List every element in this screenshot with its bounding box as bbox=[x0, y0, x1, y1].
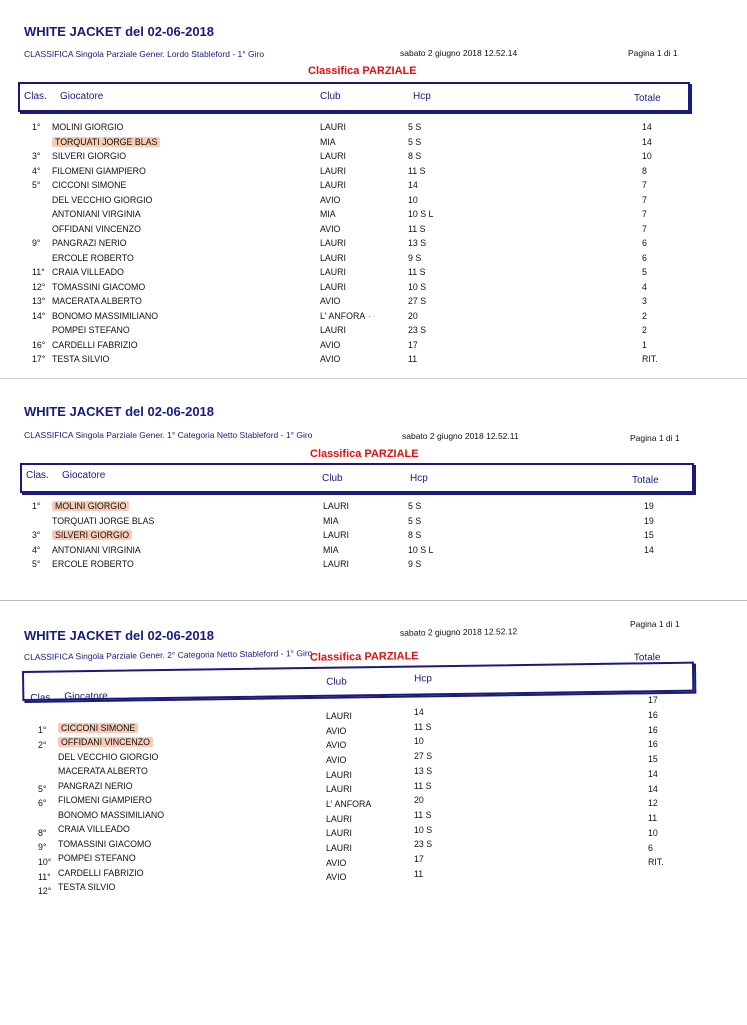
table-header bbox=[18, 82, 690, 112]
rank-position: 3° bbox=[32, 530, 41, 540]
player-name: ERCOLE ROBERTO bbox=[52, 252, 134, 263]
handicap: 5 S bbox=[408, 515, 422, 526]
rank-position: 5° bbox=[32, 559, 41, 569]
handicap-text: 10 S bbox=[414, 824, 433, 835]
rank-position: 4° bbox=[32, 544, 41, 555]
club-name: LAURI bbox=[320, 252, 346, 263]
total-points: 2 bbox=[642, 325, 647, 335]
club-name: LAURI bbox=[320, 325, 346, 335]
total-points: 7 bbox=[642, 180, 647, 190]
club-name: AVIO bbox=[320, 223, 341, 234]
club-name: AVIO bbox=[320, 296, 341, 306]
player-name: MOLINI GIORGIO bbox=[52, 122, 124, 132]
header-giocatore: Giocatore bbox=[60, 91, 104, 102]
table-row bbox=[0, 224, 747, 238]
table-row bbox=[0, 122, 747, 136]
sheet-title: WHITE JACKET del 02-06-2018 bbox=[24, 404, 215, 419]
total-points-text: 10 bbox=[648, 827, 658, 838]
scan-mark: - · bbox=[368, 312, 376, 321]
club-name: MIA bbox=[323, 515, 339, 526]
total-points-text: 12 bbox=[648, 798, 658, 809]
handicap: 13 S bbox=[408, 238, 427, 248]
header-club: Club bbox=[326, 676, 347, 688]
handicap-text: 11 S bbox=[414, 780, 432, 791]
timestamp: sabato 2 giugno 2018 12.52.12 bbox=[399, 626, 518, 638]
total-points: 6 bbox=[642, 252, 647, 263]
handicap: 10 S L bbox=[408, 544, 434, 555]
rank-position-text: 6° bbox=[38, 798, 47, 809]
club-name: LAURI bbox=[320, 165, 346, 176]
page-number: Pagina 1 di 1 bbox=[630, 619, 680, 629]
club-name: LAURI bbox=[320, 151, 346, 161]
player-name-text: TOMASSINI GIACOMO bbox=[58, 838, 152, 849]
handicap: 27 S bbox=[408, 296, 427, 306]
handicap-text: 20 bbox=[414, 795, 424, 806]
sheet-lordo bbox=[0, 0, 747, 378]
club-name-text: AVIO bbox=[326, 725, 347, 736]
timestamp: sabato 2 giugno 2018 12.52.14 bbox=[400, 48, 518, 58]
player-name-text: POMPEI STEFANO bbox=[58, 853, 136, 864]
club-name: AVIO bbox=[320, 194, 341, 205]
total-points-text: 14 bbox=[648, 783, 658, 794]
sheet-title: WHITE JACKET del 02-06-2018 bbox=[24, 628, 215, 643]
player-name-text: CRAIA VILLEADO bbox=[58, 824, 130, 835]
rank-position-text: 2° bbox=[38, 739, 47, 750]
table-row bbox=[0, 166, 747, 180]
header-totale: Totale bbox=[632, 475, 659, 486]
rank-position: 3° bbox=[32, 151, 41, 161]
total-points: 5 bbox=[642, 267, 647, 277]
total-points: 7 bbox=[642, 194, 647, 205]
header-hcp: Hcp bbox=[410, 473, 428, 484]
player-name: DEL VECCHIO GIORGIO bbox=[52, 194, 153, 205]
rank-position: 1° bbox=[32, 122, 41, 132]
handicap: 11 S bbox=[408, 165, 426, 176]
page-number: Pagina 1 di 1 bbox=[630, 433, 680, 443]
rank-position-text: 10° bbox=[38, 856, 52, 867]
player-name: TORQUATI JORGE BLAS bbox=[52, 137, 160, 147]
club-name: LAURI bbox=[320, 180, 346, 190]
handicap: 5 S bbox=[408, 501, 422, 511]
club-name: MIA bbox=[320, 209, 336, 219]
table-row bbox=[0, 559, 747, 573]
total-points: 14 bbox=[642, 136, 652, 147]
player-name: FILOMENI GIAMPIERO bbox=[52, 165, 146, 176]
sheet-subtitle: CLASSIFICA Singola Parziale Gener. Lordo Stableford - 1° Giro bbox=[24, 49, 265, 59]
player-name-text: CICCONI SIMONE bbox=[58, 723, 138, 733]
club-name-text: AVIO bbox=[326, 755, 347, 766]
handicap: 9 S bbox=[408, 252, 422, 263]
sheet-subtitle: CLASSIFICA Singola Parziale Gener. 1° Categoria Netto Stableford - 1° Giro bbox=[24, 430, 313, 440]
rank-position: 5° bbox=[32, 180, 41, 190]
club-name-text: AVIO bbox=[326, 872, 347, 883]
club-name: LAURI bbox=[323, 559, 349, 569]
player-name: CRAIA VILLEADO bbox=[52, 267, 124, 277]
total-points: 2 bbox=[642, 310, 647, 321]
header-clas: Clas. bbox=[26, 470, 49, 481]
club-name-text: LAURI bbox=[326, 843, 352, 854]
player-name: MOLINI GIORGIO bbox=[52, 501, 129, 511]
club-name-text: LAURI bbox=[326, 769, 352, 780]
player-name-text: FILOMENI GIAMPIERO bbox=[58, 795, 152, 806]
header-totale: Totale bbox=[634, 93, 661, 104]
rank-position: 17° bbox=[32, 354, 46, 364]
page-number: Pagina 1 di 1 bbox=[628, 48, 678, 58]
player-name: POMPEI STEFANO bbox=[52, 325, 130, 335]
total-points-text: 16 bbox=[648, 709, 658, 720]
table-row bbox=[0, 151, 747, 165]
table-row bbox=[0, 195, 747, 209]
header-clas: Clas. bbox=[30, 692, 54, 704]
total-points: 1 bbox=[642, 339, 647, 350]
handicap: 5 S bbox=[408, 122, 422, 132]
handicap: 14 bbox=[408, 180, 418, 190]
header-giocatore: Giocatore bbox=[62, 470, 106, 481]
table-header bbox=[20, 463, 694, 493]
player-name: TESTA SILVIO bbox=[52, 354, 110, 364]
club-name: AVIO bbox=[320, 354, 341, 364]
handicap: 23 S bbox=[408, 325, 427, 335]
total-points: 7 bbox=[642, 223, 647, 234]
table-row bbox=[0, 282, 747, 296]
handicap: 8 S bbox=[408, 151, 422, 161]
club-name-text: LAURI bbox=[326, 784, 352, 795]
club-name-text: LAURI bbox=[326, 828, 352, 839]
table-row bbox=[0, 325, 747, 339]
player-name-text: BONOMO MASSIMILIANO bbox=[58, 809, 165, 820]
player-name: TORQUATI JORGE BLAS bbox=[52, 515, 155, 526]
header-totale: Totale bbox=[633, 652, 661, 664]
total-points: 19 bbox=[644, 501, 654, 511]
player-name: CARDELLI FABRIZIO bbox=[52, 339, 138, 350]
rank-position-text: 1° bbox=[38, 725, 47, 735]
total-points-text: 11 bbox=[648, 813, 658, 823]
classifica-title: Classifica PARZIALE bbox=[309, 650, 419, 664]
rank-position-text: 11° bbox=[38, 871, 51, 882]
handicap: 9 S bbox=[408, 559, 422, 569]
player-name-text: PANGRAZI NERIO bbox=[58, 780, 133, 791]
player-name: CICCONI SIMONE bbox=[52, 180, 127, 190]
handicap: 10 S L bbox=[408, 209, 434, 219]
rank-position-text: 12° bbox=[38, 886, 52, 897]
rank-position: 11° bbox=[32, 267, 45, 277]
handicap-text: 27 S bbox=[414, 751, 433, 762]
rank-position-text: 5° bbox=[38, 783, 47, 794]
total-points-text: 16 bbox=[648, 739, 658, 750]
player-name: SILVERI GIORGIO bbox=[52, 151, 127, 161]
sheet-categoria-1 bbox=[0, 378, 747, 599]
handicap-text: 17 bbox=[414, 854, 424, 864]
player-name: ANTONIANI VIRGINIA bbox=[52, 209, 141, 219]
table-row bbox=[0, 209, 747, 223]
total-points: 19 bbox=[644, 515, 654, 526]
table-row bbox=[0, 238, 747, 252]
club-name: LAURI bbox=[320, 281, 346, 292]
total-points: 6 bbox=[642, 238, 647, 248]
classifica-title: Classifica PARZIALE bbox=[310, 448, 419, 460]
club-name-text: AVIO bbox=[326, 740, 347, 751]
handicap-text: 23 S bbox=[414, 839, 433, 850]
handicap: 5 S bbox=[408, 136, 422, 147]
handicap-text: 11 S bbox=[414, 721, 432, 732]
rank-position: 4° bbox=[32, 165, 41, 176]
total-points: 14 bbox=[644, 544, 654, 555]
club-name-text: LAURI bbox=[326, 813, 352, 824]
handicap: 11 bbox=[408, 354, 418, 364]
handicap: 11 S bbox=[408, 223, 426, 234]
sheet-subtitle: CLASSIFICA Singola Parziale Gener. 2° Categoria Netto Stableford - 1° Giro bbox=[23, 647, 313, 663]
header-hcp: Hcp bbox=[414, 673, 433, 685]
table-row bbox=[0, 137, 747, 151]
club-name: LAURI bbox=[320, 267, 346, 277]
sheet-categoria-2 bbox=[0, 600, 747, 1025]
total-points: 3 bbox=[642, 296, 647, 306]
table-row bbox=[0, 354, 747, 368]
player-name: BONOMO MASSIMILIANO bbox=[52, 310, 159, 321]
header-club: Club bbox=[320, 91, 341, 102]
timestamp: sabato 2 giugno 2018 12.52.11 bbox=[402, 431, 519, 441]
rank-position-text: 8° bbox=[38, 827, 47, 838]
table-row bbox=[0, 340, 747, 354]
player-name-text: MACERATA ALBERTO bbox=[58, 766, 148, 777]
total-points-text: 15 bbox=[648, 754, 658, 764]
total-points-text: 6 bbox=[648, 842, 653, 853]
rank-position: 13° bbox=[32, 296, 46, 306]
rank-position: 9° bbox=[32, 238, 41, 248]
table-row bbox=[0, 296, 747, 310]
total-points: 4 bbox=[642, 281, 647, 292]
handicap: 8 S bbox=[408, 530, 422, 540]
club-name: LAURI bbox=[323, 501, 349, 511]
club-name: L' ANFORA bbox=[320, 310, 366, 321]
header-hcp: Hcp bbox=[413, 91, 431, 102]
total-points: 14 bbox=[642, 122, 652, 132]
total-points-text: 14 bbox=[648, 768, 658, 779]
player-name: SILVERI GIORGIO bbox=[52, 530, 132, 540]
total-points: 10 bbox=[642, 151, 652, 161]
header-clas: Clas. bbox=[24, 91, 47, 102]
table-row bbox=[0, 545, 747, 559]
handicap: 10 S bbox=[408, 281, 427, 292]
handicap-text: 13 S bbox=[414, 765, 433, 776]
handicap-text: 11 S bbox=[414, 809, 432, 820]
rank-position: 16° bbox=[32, 339, 46, 350]
player-name-text: CARDELLI FABRIZIO bbox=[58, 867, 144, 878]
table-row bbox=[0, 516, 747, 530]
club-name-text: L' ANFORA bbox=[326, 799, 372, 810]
total-points: RIT. bbox=[642, 354, 658, 364]
club-name: MIA bbox=[323, 544, 339, 555]
player-name: OFFIDANI VINCENZO bbox=[52, 223, 141, 234]
club-name: LAURI bbox=[320, 122, 346, 132]
club-name: AVIO bbox=[320, 339, 341, 350]
handicap: 20 bbox=[408, 310, 418, 321]
total-points-text: RIT. bbox=[648, 857, 664, 868]
total-points: 15 bbox=[644, 530, 654, 540]
total-points-text: 16 bbox=[648, 724, 658, 735]
club-name-text: AVIO bbox=[326, 857, 347, 868]
table-row bbox=[0, 501, 747, 515]
handicap-text: 10 bbox=[414, 736, 424, 747]
header-club: Club bbox=[322, 473, 343, 484]
table-row bbox=[0, 530, 747, 544]
player-name: MACERATA ALBERTO bbox=[52, 296, 142, 306]
rank-position: 1° bbox=[32, 501, 41, 511]
player-name: TOMASSINI GIACOMO bbox=[52, 281, 146, 292]
header-giocatore: Giocatore bbox=[64, 690, 108, 703]
handicap: 10 bbox=[408, 194, 418, 205]
classifica-title: Classifica PARZIALE bbox=[308, 65, 417, 77]
handicap: 17 bbox=[408, 339, 418, 350]
handicap-text: 14 bbox=[414, 707, 424, 717]
table-row bbox=[0, 180, 747, 194]
player-name: PANGRAZI NERIO bbox=[52, 238, 127, 248]
rank-position-text: 9° bbox=[38, 842, 47, 853]
table-row bbox=[0, 253, 747, 267]
handicap: 11 S bbox=[408, 267, 426, 277]
player-name-text: OFFIDANI VINCENZO bbox=[58, 737, 153, 747]
total-points: 7 bbox=[642, 209, 647, 219]
handicap-text: 11 bbox=[414, 868, 424, 879]
club-name: LAURI bbox=[320, 238, 346, 248]
rank-position: 14° bbox=[32, 310, 46, 321]
club-name: LAURI bbox=[323, 530, 349, 540]
player-name: ANTONIANI VIRGINIA bbox=[52, 544, 141, 555]
club-name-text: LAURI bbox=[326, 711, 352, 721]
player-name-text: DEL VECCHIO GIORGIO bbox=[58, 751, 159, 762]
total-points: 8 bbox=[642, 165, 647, 176]
sheet-title: WHITE JACKET del 02-06-2018 bbox=[24, 24, 215, 39]
rank-position: 12° bbox=[32, 281, 46, 292]
club-name: MIA bbox=[320, 136, 336, 147]
player-name: ERCOLE ROBERTO bbox=[52, 559, 134, 569]
player-name-text: TESTA SILVIO bbox=[58, 881, 116, 892]
table-row bbox=[0, 267, 747, 281]
total-points-text: 17 bbox=[648, 695, 658, 705]
